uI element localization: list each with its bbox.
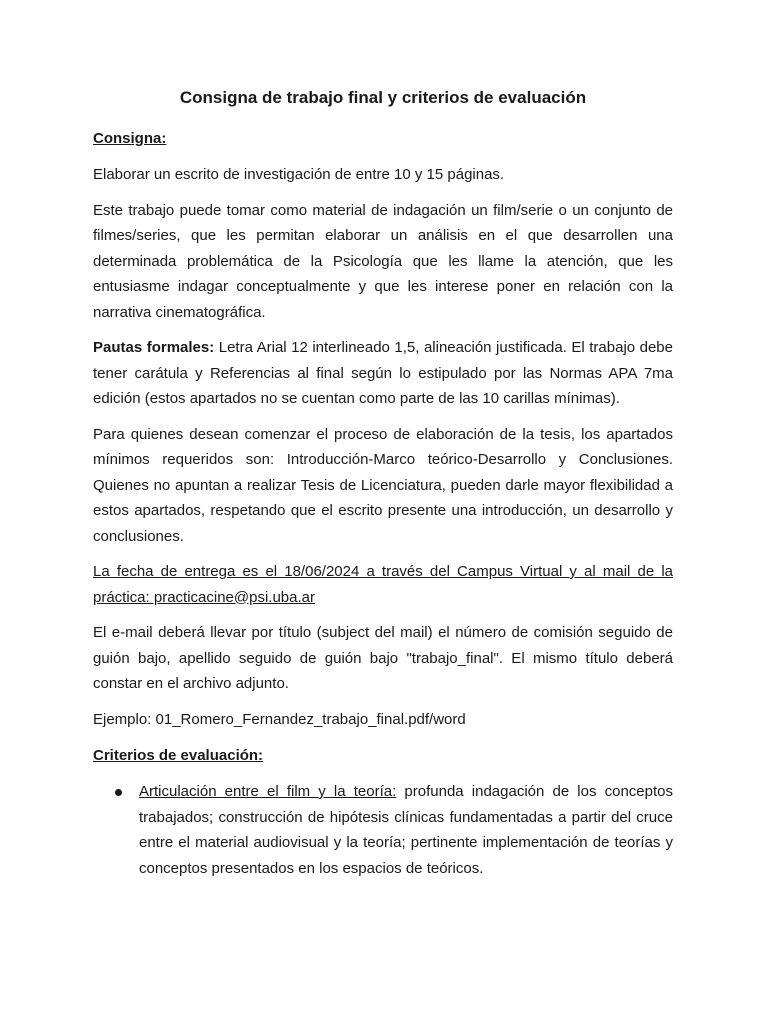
criterio-text: profunda indagación de los conceptos trabajados; construcción de hipótesis clínicas fundamentadas a partir del cruce entre el material audiovisual y la teoría; pertinente implementación de teorías y conceptos presentados en los espacios de teóricos. — [139, 783, 673, 877]
paragraph-fecha-entrega: La fecha de entrega es el 18/06/2024 a través del Campus Virtual y al mail de la práctica: practicacine@psi.uba.ar — [93, 563, 673, 606]
paragraph-pautas — [93, 335, 673, 412]
paragraph-apartados: Para quienes desean comenzar el proceso de elaboración de la tesis, los apartados mínimos requeridos son: Introducción-Marco teórico-Desarrollo y Conclusiones. Quienes no apuntan a realizar Tesis de Licenciatura, pueden darle mayor flexibilidad a estos apartados, respetando que el escrito presente una introducción, un desarrollo y conclusiones. — [93, 425, 673, 545]
criterio-label: Articulación entre el film y la teoría: — [139, 783, 397, 800]
paragraph-material: Este trabajo puede tomar como material de indagación un film/serie o un conjunto de filmes/series, que les permitan elaborar un análisis en el que desarrollen una determinada problemática de la Psicología que les llame la atención, que les entusiasme indagar conceptualmente y que les interese poner en relación con la narrativa cinematográfica. — [93, 201, 673, 321]
bullet-icon — [115, 789, 122, 796]
consigna-heading: Consigna: — [93, 130, 167, 147]
paragraph-email: El e-mail deberá llevar por título (subject del mail) el número de comisión seguido de guión bajo, apellido seguido de guión bajo "trabajo_final". El mismo título deberá constar en el archivo adjunto. — [93, 624, 673, 692]
pautas-text: Letra Arial 12 interlineado 1,5, alineación justificada. El trabajo debe tener carátula y Referencias al final según lo estipulado por las Normas APA 7ma edición (estos apartados no se cuentan como parte de las 10 carillas mínimas). — [93, 339, 673, 407]
paragraph-length: Elaborar un escrito de investigación de entre 10 y 15 páginas. — [93, 166, 505, 183]
pautas-label: Pautas formales: — [93, 339, 215, 356]
criterios-list — [93, 779, 673, 881]
paragraph-ejemplo: Ejemplo: 01_Romero_Fernandez_trabajo_final.pdf/word — [93, 710, 466, 728]
criterio-item — [93, 779, 673, 881]
document-title: Consigna de trabajo final y criterios de evaluación — [179, 88, 587, 107]
criterios-heading: Criterios de evaluación: — [93, 747, 264, 764]
